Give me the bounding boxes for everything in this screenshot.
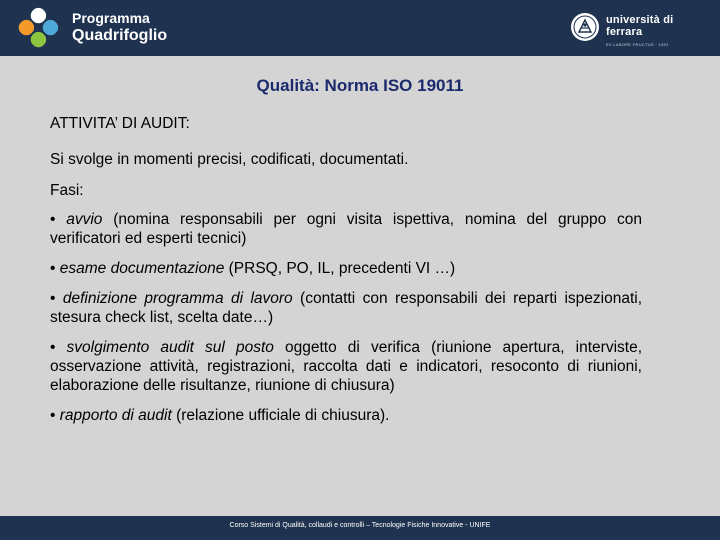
phase-detail: (contatti con responsabili dei reparti ispezionati, stesura check list, scelta date…) (50, 290, 643, 326)
phase-detail: (nomina responsabili per ogni visita ispettiva, nomina del gruppo con verificatori ed esperti tecnici) (50, 211, 642, 247)
phase-detail: oggetto di verifica (riunione apertura, interviste, osservazione attività, registrazioni, raccolta dati e indicatori, resoconto di riunioni, elaborazione delle risultanze, riunione di chiusura) (50, 339, 643, 394)
bullet: • (50, 211, 56, 228)
footer-bar (0, 516, 720, 540)
slide-title: Qualità: Norma ISO 19011 (256, 76, 464, 95)
phase-item-svolgimento-audit (50, 338, 642, 395)
programma-quadrifoglio-logo (14, 4, 184, 52)
phase-detail: (relazione ufficiale di chiusura). (171, 407, 390, 424)
phase-name: rapporto di audit (59, 407, 172, 424)
phase-name: avvio (66, 211, 103, 228)
logo-text-programma: Programma (72, 10, 150, 26)
phase-name: esame documentazione (59, 260, 225, 277)
section-heading-colon: : (185, 115, 190, 132)
university-name: università di ferrara (606, 14, 674, 38)
phase-item-avvio (50, 210, 642, 248)
phases-label: Fasi: (50, 182, 84, 199)
phase-item-rapporto-audit (50, 406, 642, 425)
bullet: • (50, 260, 56, 277)
bullet: • (50, 339, 56, 356)
logo-text-quadrifoglio: Quadrifoglio (72, 27, 168, 44)
phase-name: svolgimento audit sul posto (66, 339, 274, 356)
bullet: • (50, 290, 56, 307)
four-leaf-clover-icon (14, 6, 60, 52)
phase-name: definizione programma di lavoro (62, 290, 293, 307)
intro-text: Si svolge in momenti precisi, codificati, documentati. (50, 151, 409, 168)
section-heading-text: ATTIVITA’ DI AUDIT (50, 115, 186, 132)
phase-item-esame-documentazione (50, 259, 642, 278)
footer-text: Corso Sistemi di Qualità, collaudi e controlli – Tecnologie Fisiche Innovative - UNIFE (229, 522, 491, 529)
section-heading (50, 114, 642, 133)
phase-detail: (PRSQ, PO, IL, precedenti VI …) (224, 260, 456, 277)
slide-body (50, 114, 642, 425)
university-tagline: EX LABORE FRUCTUS · 1391 (606, 42, 669, 47)
university-emblem-icon (570, 12, 600, 42)
bullet: • (50, 407, 56, 424)
universita-ferrara-logo (570, 10, 710, 46)
header-bar (0, 0, 720, 56)
phase-item-definizione-programma (50, 289, 642, 327)
